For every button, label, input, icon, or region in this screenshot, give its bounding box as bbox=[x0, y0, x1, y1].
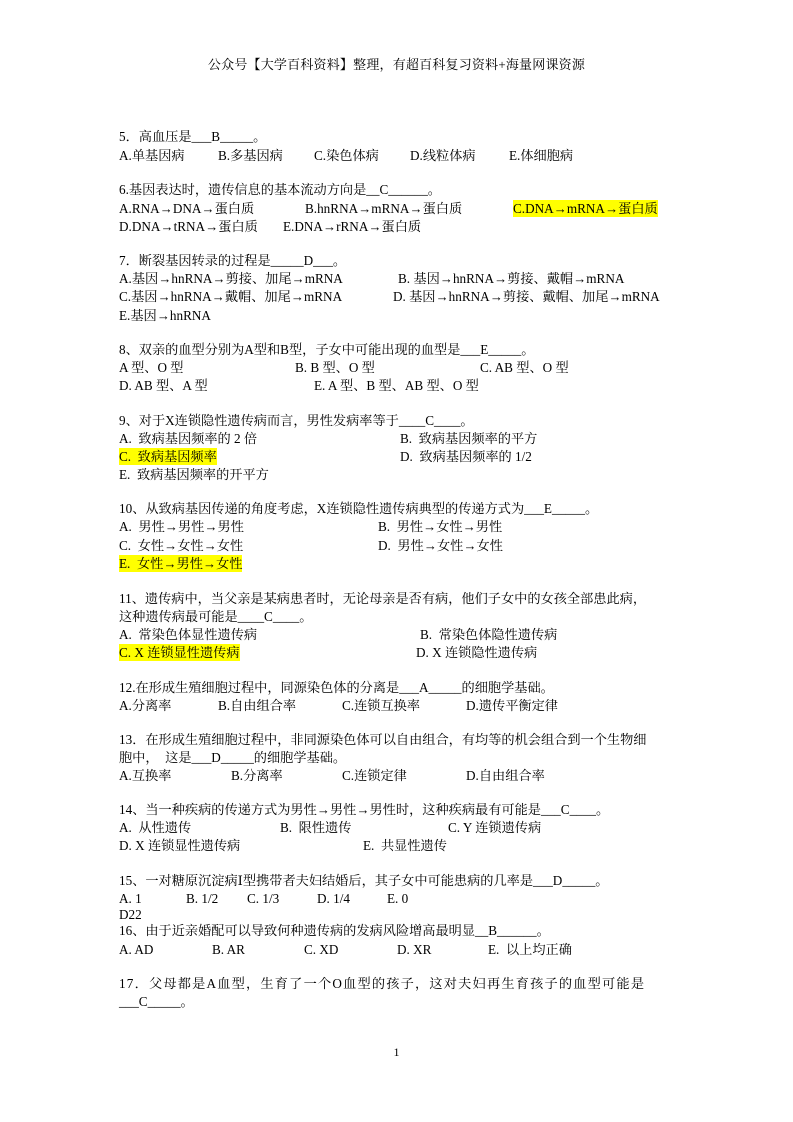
question-10-stem: 10、从致病基因传递的角度考虑，X连锁隐性遗传病典型的传递方式为___E_____。 bbox=[119, 501, 599, 516]
q12-option-a: A.分离率 bbox=[119, 698, 172, 713]
q5-option-c: C.染色体病 bbox=[314, 148, 379, 163]
q15-option-c: C. 1/3 bbox=[247, 891, 280, 906]
q10-option-a: A. 男性→男性→男性 bbox=[119, 519, 244, 534]
q14-option-c: C. Y 连锁遗传病 bbox=[448, 820, 542, 835]
q14-option-a: A. 从性遗传 bbox=[119, 820, 192, 835]
question-13-stem-line1: 13．在形成生殖细胞过程中，非同源染色体可以自由组合，有均等的机会组合到一个生物细 bbox=[119, 732, 647, 747]
question-17-stem-line2: ___C_____。 bbox=[119, 994, 194, 1009]
q12-option-d: D.遗传平衡定律 bbox=[466, 698, 558, 713]
q10-option-d: D. 男性→女性→女性 bbox=[378, 538, 503, 553]
q9-option-d: D. 致病基因频率的 1/2 bbox=[400, 449, 532, 464]
q9-option-b: B. 致病基因频率的平方 bbox=[400, 431, 538, 446]
q8-option-c: C. AB 型、O 型 bbox=[480, 360, 569, 375]
question-9-stem: 9、对于X连锁隐性遗传病而言，男性发病率等于____C____。 bbox=[119, 413, 474, 428]
q16-option-a: A. AD bbox=[119, 942, 154, 957]
q7-option-d: D. 基因→hnRNA→剪接、戴帽、加尾→mRNA bbox=[393, 289, 660, 304]
q16-option-c: C. XD bbox=[304, 942, 339, 957]
q6-option-e: E.DNA→rRNA→蛋白质 bbox=[283, 219, 422, 234]
q13-option-a: A.互换率 bbox=[119, 768, 172, 783]
question-13-stem-line2: 胞中， 这是___D_____的细胞学基础。 bbox=[119, 750, 347, 765]
q16-option-d: D. XR bbox=[397, 942, 432, 957]
question-14-stem: 14、当一种疾病的传递方式为男性→男性→男性时，这种疾病最有可能是___C____。 bbox=[119, 802, 610, 817]
q12-option-b: B.自由组合率 bbox=[218, 698, 297, 713]
q14-option-e: E. 共显性遗传 bbox=[363, 838, 447, 853]
question-6-stem: 6.基因表达时，遗传信息的基本流动方向是__C______。 bbox=[119, 182, 441, 197]
q12-option-c: C.连锁互换率 bbox=[342, 698, 421, 713]
q5-option-e: E.体细胞病 bbox=[509, 148, 574, 163]
q10-option-b: B. 男性→女性→男性 bbox=[378, 519, 503, 534]
question-17-stem-line1: 17．父母都是A血型，生育了一个O血型的孩子，这对夫妇再生育孩子的血型可能是 bbox=[119, 976, 646, 991]
q16-option-b: B. AR bbox=[212, 942, 245, 957]
question-11-stem-line1: 11、遗传病中，当父亲是某病患者时，无论母亲是否有病，他们子女中的女孩全部患此病， bbox=[119, 591, 647, 606]
q11-option-d: D. X 连锁隐性遗传病 bbox=[416, 645, 538, 660]
q10-option-c: C. 女性→女性→女性 bbox=[119, 538, 244, 553]
q9-option-a: A. 致病基因频率的 2 倍 bbox=[119, 431, 258, 446]
q7-option-c: C.基因→hnRNA→戴帽、加尾→mRNA bbox=[119, 289, 343, 304]
q8-option-a: A 型、O 型 bbox=[119, 360, 184, 375]
q6-option-d: D.DNA→tRNA→蛋白质 bbox=[119, 219, 258, 234]
q15-option-b: B. 1/2 bbox=[186, 891, 219, 906]
q13-option-b: B.分离率 bbox=[231, 768, 283, 783]
q15-option-e: E. 0 bbox=[387, 891, 409, 906]
q15-option-d: D. 1/4 bbox=[317, 891, 350, 906]
q15-note: D22 bbox=[119, 907, 142, 922]
q6-option-a: A.RNA→DNA→蛋白质 bbox=[119, 201, 255, 216]
q16-option-e: E. 以上均正确 bbox=[488, 942, 572, 957]
q5-option-d: D.线粒体病 bbox=[410, 148, 476, 163]
q13-option-d: D.自由组合率 bbox=[466, 768, 545, 783]
q8-option-e: E. A 型、B 型、AB 型、O 型 bbox=[314, 378, 479, 393]
q9-option-c-highlighted: C. 致病基因频率 bbox=[119, 449, 217, 464]
page-header: 公众号【大学百科资料】整理，有超百科复习资料+海量网课资源 bbox=[207, 57, 586, 72]
q10-option-e-highlighted: E. 女性→男性→女性 bbox=[119, 556, 243, 571]
q11-option-a: A. 常染色体显性遗传病 bbox=[119, 627, 258, 642]
page-number: 1 bbox=[393, 1045, 400, 1059]
q5-option-a: A.单基因病 bbox=[119, 148, 185, 163]
question-11-stem-line2: 这种遗传病最可能是____C____。 bbox=[119, 609, 313, 624]
q9-option-e: E. 致病基因频率的开平方 bbox=[119, 467, 269, 482]
question-7-stem: 7．断裂基因转录的过程是_____D___。 bbox=[119, 253, 347, 268]
question-5-stem: 5．高血压是___B_____。 bbox=[119, 129, 267, 144]
q7-option-a: A.基因→hnRNA→剪接、加尾→mRNA bbox=[119, 271, 343, 286]
q15-option-a: A. 1 bbox=[119, 891, 142, 906]
q7-option-b: B. 基因→hnRNA→剪接、戴帽→mRNA bbox=[398, 271, 625, 286]
question-8-stem: 8、双亲的血型分别为A型和B型，子女中可能出现的血型是___E_____。 bbox=[119, 342, 535, 357]
q14-option-d: D. X 连锁显性遗传病 bbox=[119, 838, 241, 853]
q6-option-c-highlighted: C.DNA→mRNA→蛋白质 bbox=[513, 201, 658, 216]
q7-option-e: E.基因→hnRNA bbox=[119, 308, 211, 323]
q14-option-b: B. 限性遗传 bbox=[280, 820, 352, 835]
q11-option-c-highlighted: C. X 连锁显性遗传病 bbox=[119, 645, 240, 660]
q11-option-b: B. 常染色体隐性遗传病 bbox=[420, 627, 558, 642]
question-16-stem: 16、由于近亲婚配可以导致何种遗传病的发病风险增高最明显__B______。 bbox=[119, 923, 550, 938]
q6-option-b: B.hnRNA→mRNA→蛋白质 bbox=[305, 201, 463, 216]
question-12-stem: 12.在形成生殖细胞过程中，同源染色体的分离是___A_____的细胞学基础。 bbox=[119, 680, 554, 695]
q8-option-b: B. B 型、O 型 bbox=[295, 360, 375, 375]
question-15-stem: 15、一对糖原沉淀病Ⅰ型携带者夫妇结婚后，其子女中可能患病的几率是___D_____。 bbox=[119, 873, 609, 888]
q13-option-c: C.连锁定律 bbox=[342, 768, 407, 783]
q8-option-d: D. AB 型、A 型 bbox=[119, 378, 208, 393]
q5-option-b: B.多基因病 bbox=[218, 148, 283, 163]
